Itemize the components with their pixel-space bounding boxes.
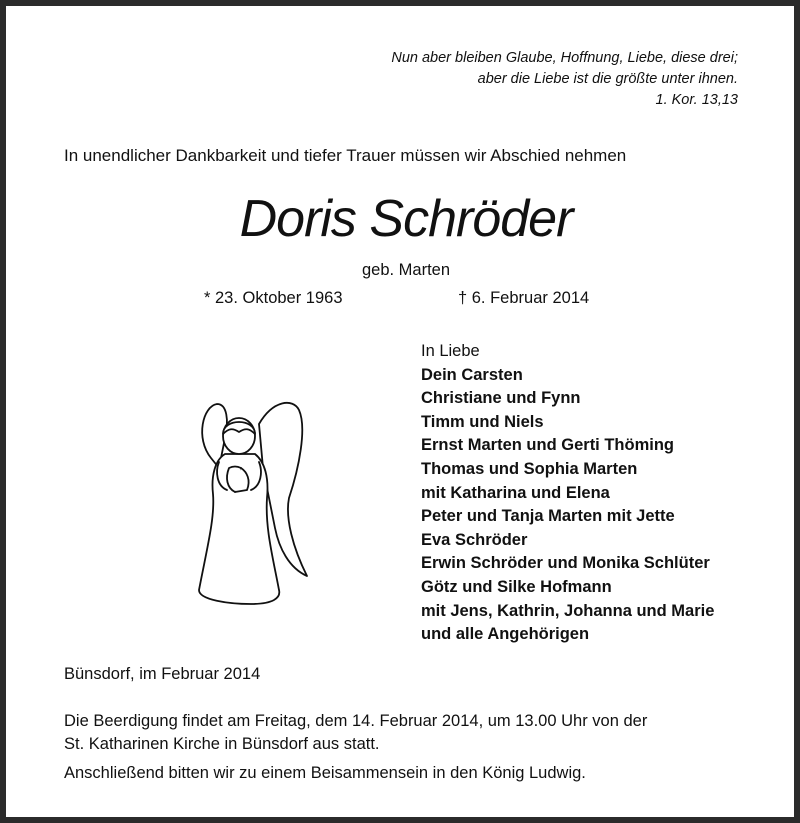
family-member: mit Katharina und Elena (421, 483, 610, 502)
verse-line-2: aber die Liebe ist die größte unter ihnen. (477, 71, 738, 87)
bible-verse (391, 48, 738, 111)
family-member: und alle Angehörigen (421, 625, 590, 644)
deceased-name: Doris Schröder (239, 190, 573, 248)
place-and-date: Bünsdorf, im Februar 2014 (64, 665, 261, 683)
funeral-info (64, 710, 647, 756)
family-member: Ernst Marten und Gerti Thöming (421, 436, 675, 455)
maiden-name: geb. Marten (361, 261, 451, 279)
verse-line-1: Nun aber bleiben Glaube, Hoffnung, Liebe, diese drei; (391, 50, 738, 66)
funeral-line-1: Die Beerdigung findet am Freitag, dem 14. Februar 2014, um 13.00 Uhr von der (64, 712, 648, 730)
gathering-info: Anschließend bitten wir zu einem Beisammensein in den König Ludwig. (64, 764, 586, 782)
death-date: † 6. Februar 2014 (458, 289, 590, 307)
family-member: Peter und Tanja Marten mit Jette (421, 507, 675, 526)
funeral-line-2: St. Katharinen Kirche in Bünsdorf aus statt. (64, 735, 380, 753)
family-member: Eva Schröder (421, 530, 528, 549)
family-member: Götz und Silke Hofmann (421, 577, 612, 596)
family-member: Erwin Schröder und Monika Schlüter (421, 554, 710, 573)
family-member: Dein Carsten (421, 365, 523, 384)
family-member: mit Jens, Kathrin, Johanna und Marie (421, 601, 715, 620)
birth-date: * 23. Oktober 1963 (204, 289, 343, 307)
family-lead: In Liebe (421, 342, 480, 360)
family-list (421, 340, 714, 647)
angel-icon (189, 398, 311, 610)
family-member: Christiane und Fynn (421, 389, 581, 408)
verse-reference: 1. Kor. 13,13 (655, 92, 738, 108)
family-member: Thomas und Sophia Marten (421, 459, 638, 478)
family-member: Timm und Niels (421, 412, 544, 431)
intro-text: In unendlicher Dankbarkeit und tiefer Trauer müssen wir Abschied nehmen (64, 146, 627, 165)
